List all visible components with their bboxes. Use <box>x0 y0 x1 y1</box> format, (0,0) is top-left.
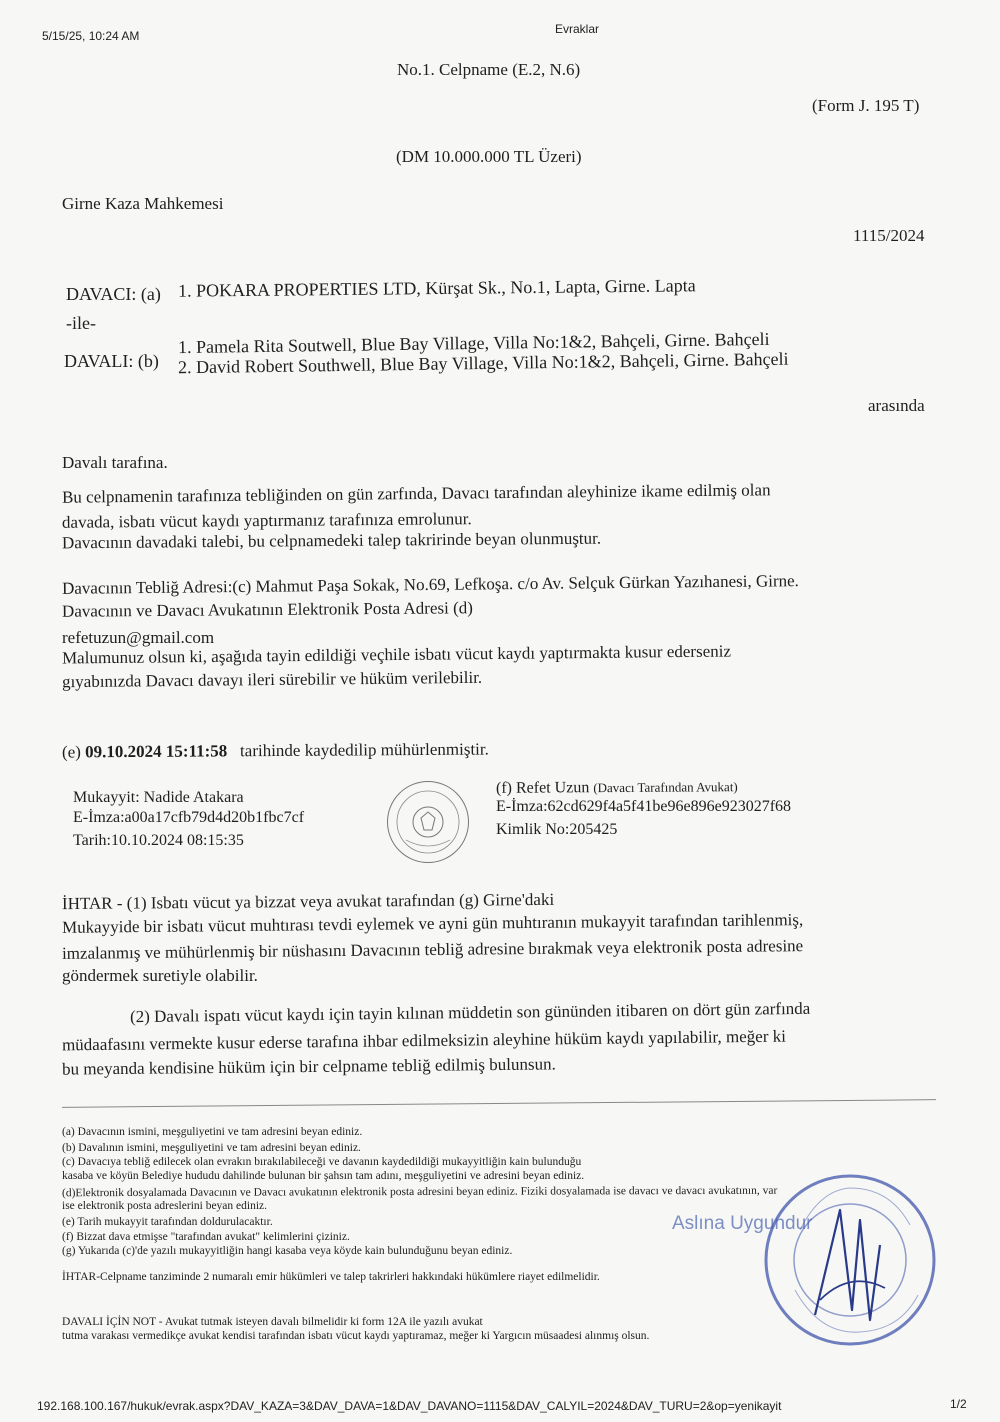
print-page-title: Evraklar <box>555 22 600 36</box>
mukayyit-eimza: E-İmza:a00a17cfb79d4d20b1fbc7cf <box>73 809 305 826</box>
dm-amount: (DM 10.000.000 TL Üzeri) <box>396 147 582 166</box>
lawyer-name: (f) Refet Uzun <box>495 779 590 797</box>
document-title: No.1. Celpname (E.2, N.6) <box>397 60 581 79</box>
official-stamp <box>760 1170 940 1350</box>
court-seal <box>387 781 469 863</box>
ihtar-line4: göndermek suretiyle olabilir. <box>62 966 258 985</box>
case-number: 1115/2024 <box>853 226 925 245</box>
footnote-f: (f) Bizzat dava etmişse "tarafından avukat" kelimlerini çiziniz. <box>62 1231 350 1243</box>
footnote-a: (a) Davacının ismini, meşguliyetini ve tam adresini beyan ediniz. <box>62 1126 363 1138</box>
footnote-note2: tutma varakası vermedikçe avukat kendisi tarafından isbatı vücut kaydı yaptıramaz, meğer ki Yargıcın müsaadesi alınmış olsun. <box>62 1330 650 1342</box>
plaintiff-label: DAVACI: (a) <box>66 284 161 304</box>
registration-datetime: 09.10.2024 15:11:58 <box>85 741 228 762</box>
plaintiff-text: 1. POKARA PROPERTIES LTD, Kürşat Sk., No.1, Lapta, Girne. Lapta <box>177 275 696 301</box>
p1-line3: Davacının davadaki talebi, bu celpnamedeki talep takririnde beyan olunmuştur. <box>61 528 602 553</box>
lawyer-eimza: E-İmza:62cd629f4a5f41be96e896e923027f68 <box>496 798 792 815</box>
defendant-1: 1. Pamela Rita Soutwell, Blue Bay Village, Villa No:1&2, Bahçeli, Girne. Bahçeli <box>177 328 770 358</box>
court-name: Girne Kaza Mahkemesi <box>62 194 224 213</box>
p2-line1: (2) Davalı ispatı vücut kaydı için tayin kılınan müddetin son gününden itibaren on dört gün zarfında <box>129 998 811 1027</box>
mukayyit-name: Mukayyit: Nadide Atakara <box>73 789 244 806</box>
ihtar-line3: imzalanmış ve mühürlenmiş bir nüshasını Davacının tebliğ adresine bırakmak veya elektronik posta adresine <box>61 936 804 963</box>
ihtar-line2: Mukayyide bir isbatı vücut muhtırası tevdi eylemek ve ayni gün muhtıranın mukayyit tarafından tarihlenmiş, <box>61 910 804 937</box>
print-url: 192.168.100.167/hukuk/evrak.aspx?DAV_KAZA=3&DAV_DAVA=1&DAV_DAVANO=1115&DAV_CALYIL=2024&DAV_TURU=2&op=yenikayit <box>37 1399 782 1413</box>
p1-line2: davada, isbatı vücut kaydı yaptırmanız tarafınıza emrolunur. <box>61 509 472 532</box>
defendant-label: DAVALI: (b) <box>64 351 159 371</box>
print-page-count: 1/2 <box>950 1397 967 1411</box>
footnote-g: (g) Yukarıda (c)'de yazılı mukayyitliğin hangi kasaba veya köyde kain bulunduğunu beyan ediniz. <box>62 1245 513 1257</box>
footnote-c1: (c) Davacıya tebliğ edilecek olan evrakın bırakılabileceği ve davanın kaydedildiği mukayyitliğin kain bulunduğu <box>62 1156 582 1168</box>
footnote-note1: DAVALI İÇİN NOT - Avukat tutmak isteyen davalı bilmelidir ki form 12A ile yazılı avukat <box>62 1316 483 1328</box>
address-line1: Davacının Tebliğ Adresi:(c) Mahmut Paşa Sokak, No.69, Lefkoşa. c/o Av. Selçuk Gürkan Yazıhanesi, Girne. <box>61 571 799 598</box>
form-number: (Form J. 195 T) <box>812 96 920 115</box>
footnote-c2: kasaba ve köyün Belediye hududu dahilinde bulunan bir şahsın tam adını, meşguliyetini ve adresini beyan ediniz. <box>62 1170 585 1182</box>
footnote-d1: (d)Elektronik dosyalamada Davacının ve Davacı avukatının elektronik posta adresini beyan ediniz. Fiziki dosyalamada ise davacı ve davacı avukatının, var <box>61 1184 778 1200</box>
arasinda-text: arasında <box>868 396 925 415</box>
lawyer-line <box>496 778 738 798</box>
lawyer-role: (Davacı Tarafından Avukat) <box>593 779 738 796</box>
address-line2: Davacının ve Davacı Avukatının Elektronik Posta Adresi (d) <box>61 598 473 621</box>
registration-text: tarihinde kaydedilip mühürlenmiştir. <box>239 739 489 761</box>
warning-line1: Malumunuz olsun ki, aşağıda tayin edildiği veçhile isbatı vücut kaydı yaptırmakta kusur ederseniz <box>61 641 732 668</box>
p1-line1: Bu celpnamenin tarafınıza tebliğinden on gün zarfında, Davacı tarafından aleyhinize ikame edilmiş olan <box>61 480 771 507</box>
mukayyit-date: Tarih:10.10.2024 08:15:35 <box>73 832 244 849</box>
footnote-e: (e) Tarih mukayyit tarafından doldurulacaktır. <box>62 1216 273 1228</box>
certified-copy-stamp-text: Aslına Uygundur <box>672 1213 813 1234</box>
footnote-d2: ise elektronik posta adreslerini beyan ediniz. <box>62 1200 268 1212</box>
to-defendant: Davalı tarafına. <box>62 453 168 472</box>
lawyer-id: Kimlik No:205425 <box>496 821 618 838</box>
footnote-divider <box>62 1099 936 1108</box>
defendant-2: 2. David Robert Southwell, Blue Bay Village, Villa No:1&2, Bahçeli, Girne. Bahçeli <box>177 348 789 378</box>
e-label: (e) <box>61 742 81 762</box>
warning-line2: gıyabınızda Davacı davayı ileri sürebilir ve hüküm verilebilir. <box>61 667 483 692</box>
court-seal-emblem-icon <box>388 782 468 862</box>
p2-line2: müdaafasını vermekte kusur ederse tarafına ihbar edilmeksizin aleyhine hüküm kaydı yapılabilir, meğer ki <box>61 1026 787 1055</box>
registration-line <box>62 740 489 763</box>
print-datetime: 5/15/25, 10:24 AM <box>42 29 140 43</box>
email-address: refetuzun@gmail.com <box>62 628 215 647</box>
p2-line3: bu meyanda kendisine hüküm için bir celpname tebliğ edilmiş bulunsun. <box>61 1054 556 1079</box>
official-stamp-icon <box>760 1170 940 1350</box>
ihtar-line1: İHTAR - (1) Isbatı vücut ya bizzat veya avukat tarafından (g) Girne'daki <box>61 889 555 914</box>
ile-text: -ile- <box>66 313 96 333</box>
footnote-b: (b) Davalının ismini, meşguliyetini ve tam adresini beyan ediniz. <box>62 1142 361 1154</box>
footnote-ihtar: İHTAR-Celpname tanziminde 2 numaralı emir hükümleri ve talep takrirleri hakkındaki hükümlere riayet edilmelidir. <box>62 1271 600 1283</box>
